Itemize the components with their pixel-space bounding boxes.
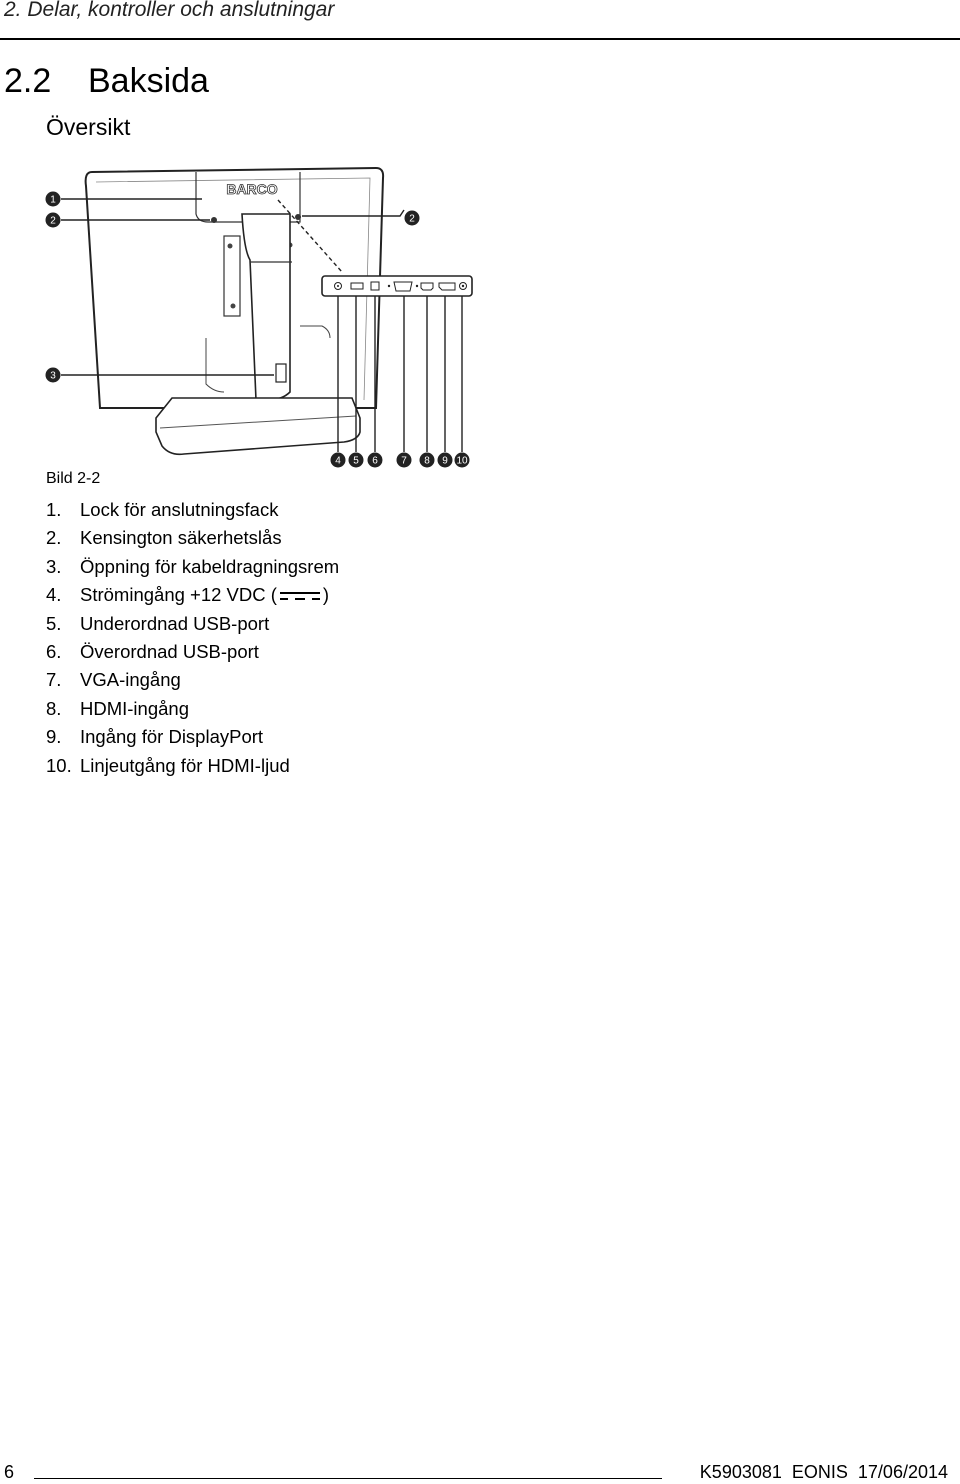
legend-item-number: 5. — [46, 612, 62, 634]
legend-item-text: Ingång för DisplayPort — [80, 726, 264, 748]
legend-item-text: Underordnad USB-port — [80, 612, 270, 634]
legend-list — [46, 496, 339, 780]
callout-6 — [368, 453, 383, 468]
cable-strap-opening — [276, 364, 286, 382]
legend-item — [46, 695, 339, 723]
svg-text:2: 2 — [50, 215, 56, 227]
legend-item-text: Kensington säkerhetslås — [80, 527, 282, 549]
legend-item-number: 4. — [46, 584, 62, 606]
svg-text:5: 5 — [353, 455, 359, 467]
legend-item — [46, 524, 339, 552]
running-header: 2. Delar, kontroller och anslutningar — [4, 0, 335, 21]
legend-item-number: 1. — [46, 499, 62, 520]
dc-voltage-icon — [278, 589, 322, 603]
legend-item-text: VGA-ingång — [80, 669, 181, 691]
legend-item-number: 10. — [46, 754, 72, 776]
legend-item-suffix: ) — [322, 584, 330, 606]
legend-item — [46, 666, 339, 694]
subheading: Översikt — [46, 114, 131, 140]
legend-item — [46, 723, 339, 751]
legend-item-number: 2. — [46, 527, 62, 549]
legend-item — [46, 581, 339, 609]
legend-item-text: Strömingång +12 VDC ( — [80, 584, 277, 606]
legend-item — [46, 638, 339, 666]
section-title: Baksida — [88, 62, 209, 100]
legend-item-number: 7. — [46, 669, 62, 691]
svg-text:10: 10 — [456, 455, 468, 467]
svg-text:7: 7 — [401, 455, 407, 467]
callout-8 — [420, 453, 435, 468]
footer-rule — [34, 1478, 662, 1479]
legend-item-text: HDMI-ingång — [80, 697, 189, 719]
callout-4 — [331, 453, 346, 468]
legend-item — [46, 496, 339, 524]
hdmi-port — [421, 283, 433, 290]
footer-doc-id: K5903081 — [699, 1462, 782, 1482]
usb-upstream-port — [371, 282, 379, 290]
svg-text:9: 9 — [442, 455, 448, 467]
footer-page-number: 6 — [4, 1462, 15, 1482]
legend-item — [46, 553, 339, 581]
legend-item-text: Lock för anslutningsfack — [80, 499, 279, 520]
legend-item-text: Överordnad USB-port — [80, 640, 259, 662]
monitor-rear-figure — [0, 150, 520, 475]
callout-2-right — [405, 211, 420, 226]
dc-power-port — [335, 283, 342, 290]
displayport-port — [439, 283, 455, 290]
barco-logo: BARCO — [226, 181, 278, 197]
svg-text:4: 4 — [335, 455, 341, 467]
callout-10 — [455, 453, 470, 468]
callout-5 — [349, 453, 364, 468]
legend-item-text: Linjeutgång för HDMI-ljud — [80, 754, 290, 776]
svg-text:2: 2 — [409, 213, 415, 225]
callout-2-left — [46, 213, 61, 228]
audio-out-port — [460, 283, 467, 290]
kensington-slot-left — [211, 217, 217, 223]
legend-item-number: 9. — [46, 726, 62, 748]
legend-item — [46, 610, 339, 638]
legend-item — [46, 752, 339, 780]
svg-text:1: 1 — [50, 194, 56, 206]
callout-7 — [397, 453, 412, 468]
legend-item-number: 6. — [46, 640, 62, 662]
legend-item-number: 3. — [46, 555, 62, 577]
svg-text:3: 3 — [50, 370, 56, 382]
footer-product: EONIS — [791, 1462, 848, 1482]
callout-9 — [438, 453, 453, 468]
section-number: 2.2 — [4, 62, 52, 100]
legend-item-number: 8. — [46, 697, 62, 719]
callout-3 — [46, 368, 61, 383]
footer-doc-info — [700, 1462, 948, 1483]
callout-1 — [46, 192, 61, 207]
legend-item-text: Öppning för kabeldragningsrem — [80, 555, 340, 577]
header-rule — [0, 38, 960, 40]
kensington-slot-right — [295, 214, 301, 220]
figure-caption: Bild 2-2 — [46, 470, 101, 487]
svg-text:6: 6 — [372, 455, 378, 467]
svg-text:8: 8 — [424, 455, 430, 467]
footer-date: 17/06/2014 — [857, 1462, 948, 1482]
usb-downstream-port — [351, 283, 363, 289]
